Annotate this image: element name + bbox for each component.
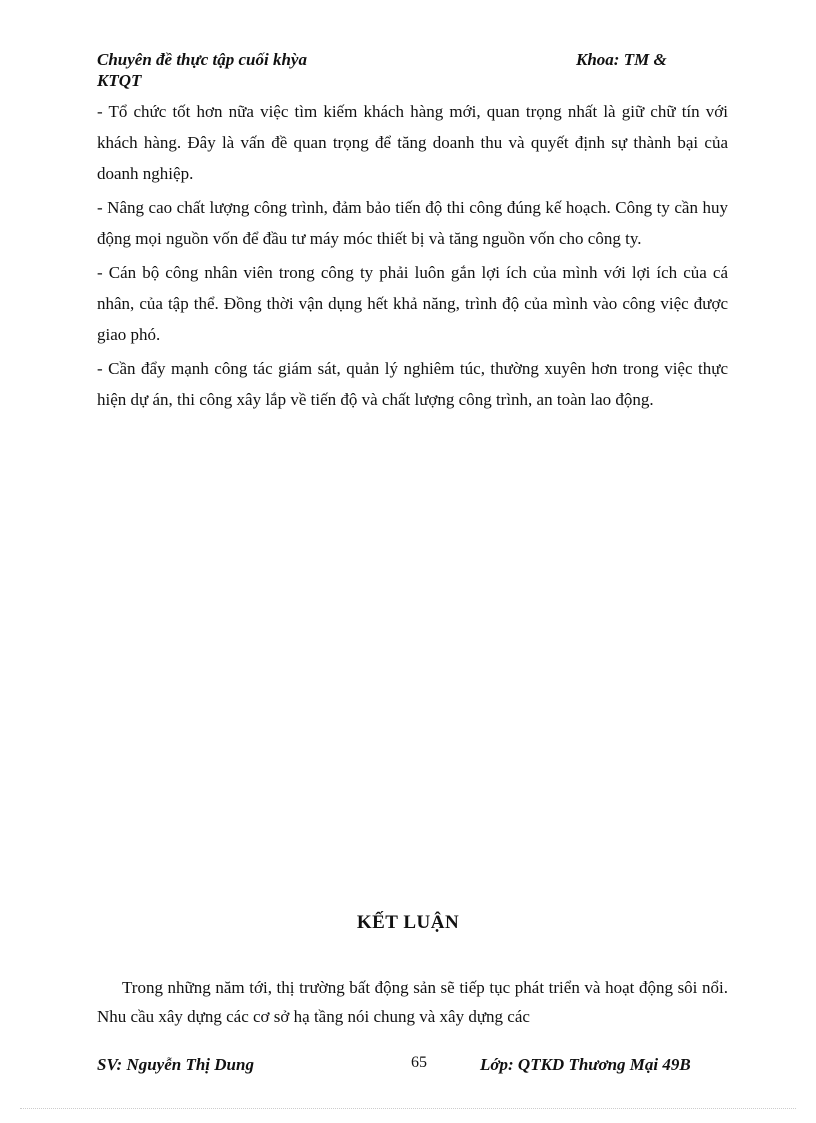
footer-class: Lớp: QTKD Thương Mại 49B	[480, 1055, 691, 1074]
body-text	[97, 96, 728, 418]
paragraph-supervision: - Cần đẩy mạnh công tác giám sát, quản lý nghiêm túc, thường xuyên hơn trong việc thực hiện dự án, thi công xây lắp về tiến độ và chất lượng công trình, an toàn lao động.	[97, 359, 728, 409]
paragraph-staff: - Cán bộ công nhân viên trong công ty phải luôn gắn lợi ích của mình với lợi ích của cá nhân, của tập thể. Đồng thời vận dụng hết khả năng, trình độ của mình vào công việc được giao phó.	[97, 263, 728, 344]
header-department: Khoa: TM &	[576, 50, 667, 69]
page-bottom-divider	[20, 1108, 796, 1109]
paragraph-quality: - Nâng cao chất lượng công trình, đảm bảo tiến độ thi công đúng kế hoạch. Công ty cần huy động mọi nguồn vốn để đầu tư máy móc thiết bị và tăng nguồn vốn cho công ty.	[97, 198, 728, 248]
header-department-continued: KTQT	[97, 71, 142, 90]
conclusion-paragraph: Trong những năm tới, thị trường bất động sản sẽ tiếp tục phát triển và hoạt động sôi nổi. Nhu cầu xây dựng các cơ sở hạ tầng nói chung và xây dựng các	[97, 978, 728, 1026]
conclusion-heading: KẾT LUẬN	[356, 912, 460, 933]
page-number: 65	[411, 1054, 427, 1071]
paragraph-customers: - Tổ chức tốt hơn nữa việc tìm kiếm khách hàng mới, quan trọng nhất là giữ chữ tín với khách hàng. Đây là vấn đề quan trọng để tăng doanh thu và quyết định sự thành bại của doanh nghiệp.	[97, 102, 728, 183]
header-title: Chuyên đề thực tập cuối khỳa	[97, 50, 307, 69]
footer-student: SV: Nguyễn Thị Dung	[97, 1055, 254, 1074]
